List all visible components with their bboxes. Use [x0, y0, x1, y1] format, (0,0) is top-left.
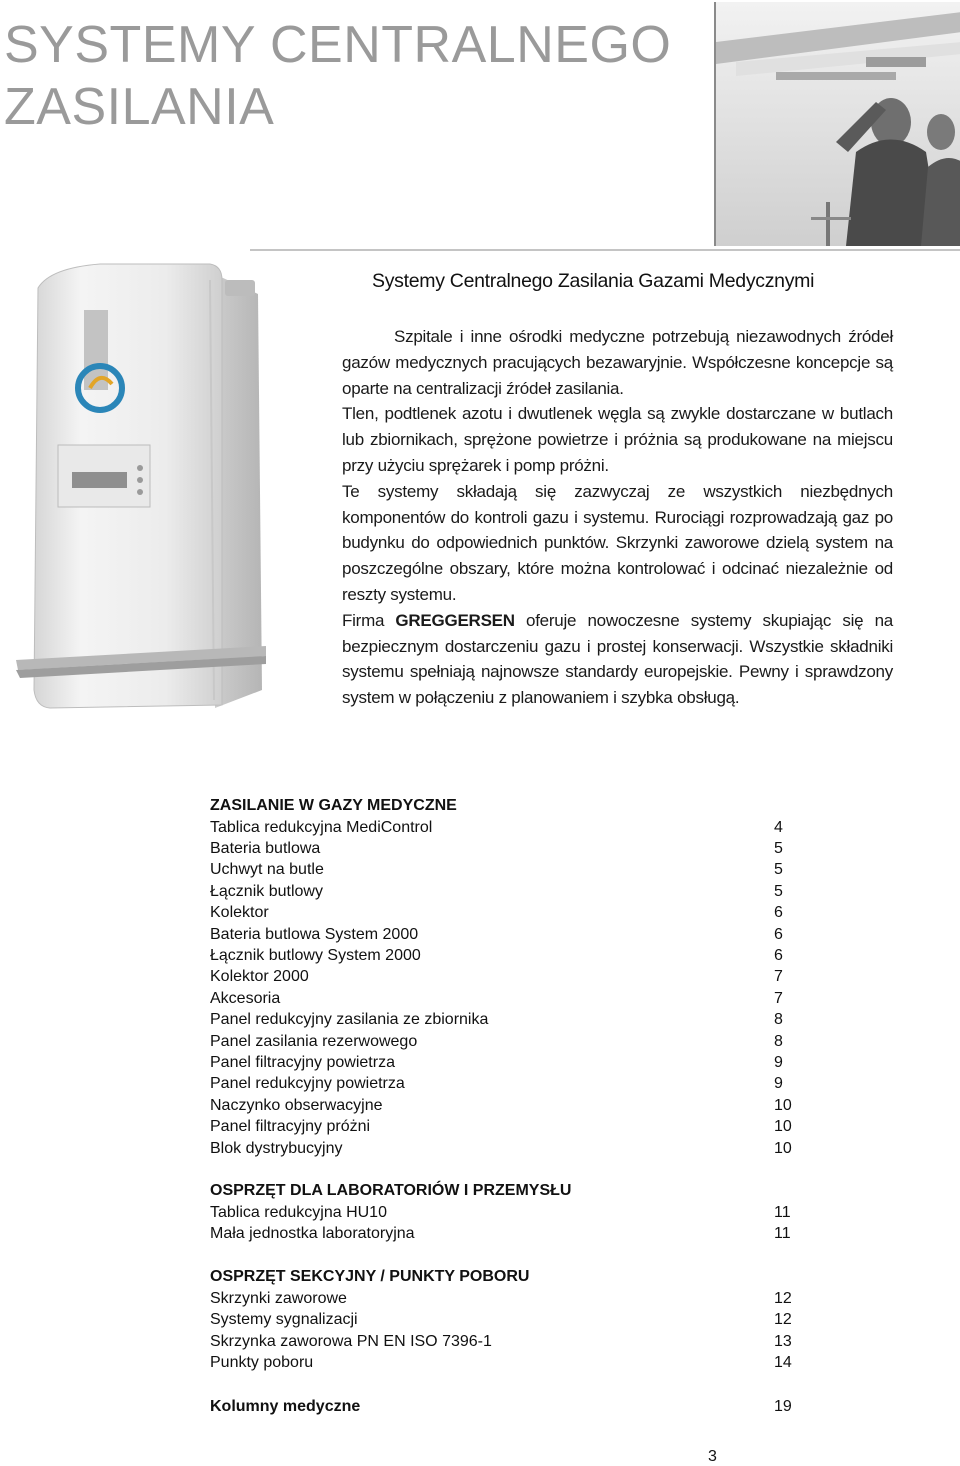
toc-section-heading: Kolumny medyczne	[210, 1398, 361, 1416]
toc-section-medical-gas-supply	[210, 795, 810, 1159]
toc-row	[210, 1288, 810, 1309]
p4-rest: oferuje nowoczesne systemy skupiając się na bezpiecznym dostarczeniu gazu i prostej konserwacji. Wszystkie składniki systemu spełniają najnowsze standardy europejskie. Pewny i sprawdzony system w połączeniu z planowaniem i szybka obsługą.	[342, 610, 893, 708]
toc-page-number: 13	[774, 1332, 792, 1350]
toc-page-number: 9	[774, 1075, 783, 1093]
section-subheading: Systemy Centralnego Zasilania Gazami Medycznymi	[372, 270, 815, 292]
toc-item-label: Panel filtracyjny próżni	[210, 1118, 371, 1136]
toc-row	[210, 1116, 810, 1137]
toc-row	[210, 924, 810, 945]
toc-section-heading: ZASILANIE W GAZY MEDYCZNE	[210, 797, 457, 814]
intro-paragraph-2: Tlen, podtlenek azotu i dwutlenek węgla są zwykle dostarczane w butlach lub zbiornikach, sprężone powietrze i próżnia są produkowane na miejscu przy użyciu sprężarek i pomp próżni.	[342, 404, 893, 475]
toc-row	[210, 1138, 810, 1159]
technicians-photo-image	[716, 2, 960, 246]
toc-section-lab-industry	[210, 1180, 810, 1244]
header-divider	[250, 249, 960, 251]
toc-page-number: 6	[774, 946, 783, 964]
toc-page-number: 9	[774, 1053, 783, 1071]
toc-item-label: Skrzynka zaworowa PN EN ISO 7396-1	[210, 1332, 492, 1350]
toc-page-number: 5	[774, 839, 783, 857]
toc-section-items	[210, 817, 810, 1160]
toc-item-label: Skrzynki zaworowe	[210, 1289, 347, 1307]
page-title	[4, 14, 714, 138]
toc-row	[210, 1331, 810, 1352]
toc-item-label: Mała jednostka laboratoryjna	[210, 1224, 415, 1242]
toc-page-number: 12	[774, 1289, 792, 1307]
toc-item-label: Systemy sygnalizacji	[210, 1311, 358, 1329]
toc-row	[210, 1095, 810, 1116]
toc-page-number: 7	[774, 968, 783, 986]
toc-row	[210, 1396, 810, 1418]
intro-paragraph-3: Te systemy składają się zazwyczaj ze wszystkich niezbędnych komponentów do kontroli gazu i systemu. Rurociągi rozprowadzają gaz po budynku do odpowiednich punktów. Skrzynki zaworowe dzielą system na poszczególne obszary, które można kontrolować i odcinać niezależnie od reszty systemu.	[342, 481, 893, 604]
toc-item-label: Blok dystrybucyjny	[210, 1139, 343, 1157]
toc-row	[210, 817, 810, 838]
toc-page-number: 8	[774, 1032, 783, 1050]
toc-row	[210, 1309, 810, 1330]
title-line-2: ZASILANIA	[4, 78, 275, 136]
toc-item-label: Łącznik butlowy	[210, 882, 323, 900]
toc-page-number: 11	[774, 1224, 791, 1242]
toc-row	[210, 1052, 810, 1073]
toc-item-label: Panel redukcyjny powietrza	[210, 1075, 405, 1093]
toc-item-label: Naczynko obserwacyjne	[210, 1096, 383, 1114]
toc-page-number: 8	[774, 1011, 783, 1029]
toc-section-items	[210, 1202, 810, 1245]
toc-item-label: Łącznik butlowy System 2000	[210, 946, 421, 964]
toc-item-label: Panel zasilania rezerwowego	[210, 1032, 418, 1050]
title-line-1: SYSTEMY CENTRALNEGO	[4, 16, 672, 74]
toc-section-heading: OSPRZĘT DLA LABORATORIÓW I PRZEMYSŁU	[210, 1182, 572, 1199]
page-number: 3	[708, 1448, 717, 1465]
intro-paragraph-4	[342, 608, 893, 711]
toc-row	[210, 881, 810, 902]
p4-lead: Firma	[342, 610, 396, 630]
toc-item-label: Tablica redukcyjna MediControl	[210, 818, 433, 836]
toc-page-number: 12	[774, 1311, 792, 1329]
toc-item-label: Akcesoria	[210, 989, 281, 1007]
toc-section-medical-columns	[210, 1396, 810, 1418]
toc-page-number: 5	[774, 882, 783, 900]
toc-page-number: 10	[774, 1139, 792, 1157]
toc-row	[210, 1031, 810, 1052]
toc-item-label: Bateria butlowa System 2000	[210, 925, 419, 943]
toc-item-label: Panel filtracyjny powietrza	[210, 1053, 395, 1071]
toc-page-number: 4	[774, 818, 783, 836]
toc-row	[210, 1202, 810, 1223]
toc-page-number: 14	[774, 1354, 792, 1372]
toc-page-number: 6	[774, 904, 783, 922]
toc-page-number: 6	[774, 925, 783, 943]
gas-cabinet-image	[10, 260, 272, 715]
toc-row	[210, 945, 810, 966]
toc-page-number: 10	[774, 1118, 792, 1136]
toc-row	[210, 1073, 810, 1094]
toc-page-number: 7	[774, 989, 783, 1007]
toc-item-label: Panel redukcyjny zasilania ze zbiornika	[210, 1011, 489, 1029]
toc-row	[210, 1352, 810, 1373]
brand-name: GREGGERSEN	[395, 610, 515, 630]
toc-row	[210, 966, 810, 987]
toc-section-items	[210, 1288, 810, 1374]
toc-item-label: Punkty poboru	[210, 1354, 314, 1372]
toc-row	[210, 1223, 810, 1244]
toc-page-number: 5	[774, 861, 783, 879]
toc-page-number: 10	[774, 1096, 792, 1114]
gas-cabinet-photo	[10, 260, 272, 715]
toc-item-label: Bateria butlowa	[210, 839, 321, 857]
toc-row	[210, 902, 810, 923]
technicians-photo	[714, 2, 960, 246]
intro-text	[342, 324, 893, 711]
toc-item-label: Uchwyt na butle	[210, 861, 324, 879]
toc-row	[210, 988, 810, 1009]
table-of-contents	[210, 795, 810, 1418]
toc-row	[210, 1009, 810, 1030]
toc-page-number: 19	[774, 1398, 792, 1416]
toc-section-heading: OSPRZĘT SEKCYJNY / PUNKTY POBORU	[210, 1268, 530, 1286]
toc-row	[210, 859, 810, 880]
toc-item-label: Kolektor	[210, 904, 269, 922]
toc-page-number: 11	[774, 1203, 791, 1221]
toc-row	[210, 838, 810, 859]
toc-item-label: Kolektor 2000	[210, 968, 309, 986]
toc-section-sectional-equipment	[210, 1266, 810, 1373]
intro-paragraph-1: Szpitale i inne ośrodki medyczne potrzebują niezawodnych źródeł gazów medycznych pracujących bezawaryjnie. Współczesne koncepcje są oparte na centralizacji źródeł zasilania.	[342, 327, 893, 398]
toc-item-label: Tablica redukcyjna HU10	[210, 1203, 387, 1221]
